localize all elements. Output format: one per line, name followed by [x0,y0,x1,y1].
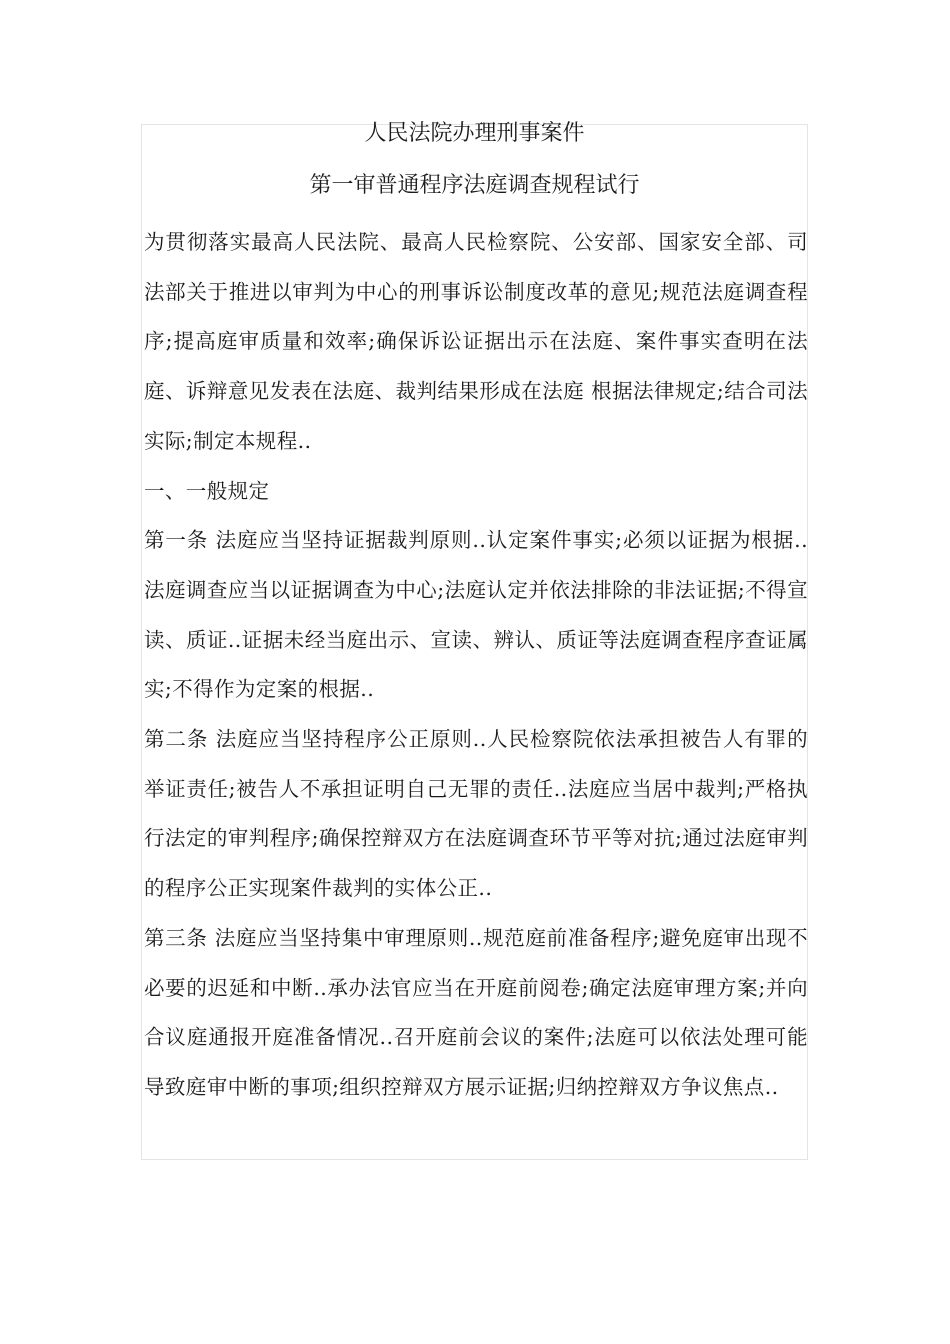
section-heading: 一、一般规定 [144,478,270,503]
preamble-paragraph: 为贯彻落实最高人民法院、最高人民检察院、公安部、国家安全部、司法部关于推进以审判为中心的刑事诉讼制度改革的意见;规范法庭调查程序;提高庭审质量和效率;确保诉讼证据出示在法庭、案件事实查明在法庭、诉辩意见发表在法庭、裁判结果形成在法庭 根据法律规定;结合司法实际;制定本规程.. [144,230,808,453]
document-body [144,218,808,1113]
document-subtitle: 第一审普通程序法庭调查规程试行 [309,173,640,198]
article-1-paragraph: 第一条 法庭应当坚持证据裁判原则..认定案件事实;必须以证据为根据..法庭调查应当以证据调查为中心;法庭认定并依法排除的非法证据;不得宣读、质证..证据未经当庭出示、宣读、辨认、质证等法庭调查程序查证属实;不得作为定案的根据.. [144,528,808,702]
document-title: 人民法院办理刑事案件 [364,121,585,146]
article-2-paragraph: 第二条 法庭应当坚持程序公正原则..人民检察院依法承担被告人有罪的举证责任;被告人不承担证明自己无罪的责任..法庭应当居中裁判;严格执行法定的审判程序;确保控辩双方在法庭调查环节平等对抗;通过法庭审判的程序公正实现案件裁判的实体公正.. [144,727,808,901]
article-3-paragraph: 第三条 法庭应当坚持集中审理原则..规范庭前准备程序;避免庭审出现不必要的迟延和中断..承办法官应当在开庭前阅卷;确定法庭审理方案;并向合议庭通报开庭准备情况..召开庭前会议的案件;法庭可以依法处理可能导致庭审中断的事项;组织控辩双方展示证据;归纳控辩双方争议焦点.. [144,925,808,1099]
